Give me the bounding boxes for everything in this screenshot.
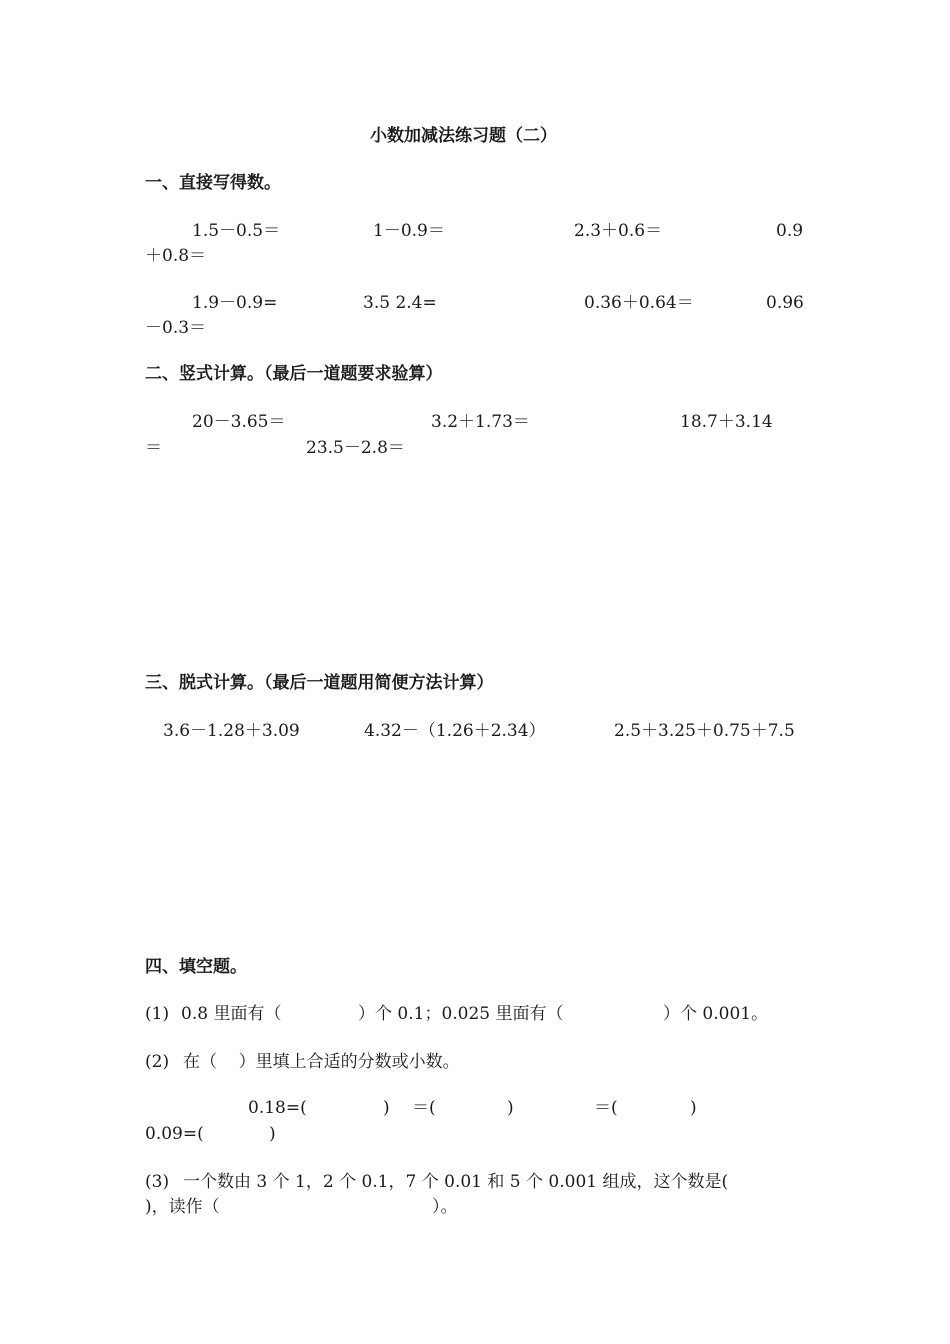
q2-row2-close: ) bbox=[269, 1124, 276, 1144]
s1-r1-item-2: 1－0.9＝ bbox=[373, 221, 445, 241]
s1-r2-item-2: 3.5 2.4= bbox=[363, 293, 437, 313]
q3-number: (3) bbox=[145, 1172, 170, 1192]
page-title: 小数加减法练习题（二） bbox=[370, 126, 557, 146]
q2-row1-f: ) bbox=[690, 1098, 697, 1118]
section1-heading: 一、直接写得数。 bbox=[145, 173, 281, 193]
s2-item-1: 20－3.65＝ bbox=[192, 412, 286, 432]
s1-r2-item-1: 1.9－0.9= bbox=[192, 293, 278, 313]
q3-text: 一个数由 3 个 1，2 个 0.1，7 个 0.01 和 5 个 0.001 组成，这个数是( bbox=[183, 1172, 729, 1192]
q2-row1-c: ＝( bbox=[412, 1098, 436, 1118]
q2-row1-b: ) bbox=[383, 1098, 390, 1118]
s2-item-2: 3.2＋1.73＝ bbox=[431, 412, 530, 432]
s1-r2-wrap: －0.3＝ bbox=[145, 318, 207, 338]
q2-text: 在（ ）里填上合适的分数或小数。 bbox=[183, 1052, 460, 1072]
q2-row2: 0.09=( bbox=[145, 1124, 204, 1144]
q2-row1-a: 0.18=( bbox=[248, 1098, 307, 1118]
s3-item-3: 2.5＋3.25＋0.75＋7.5 bbox=[614, 721, 795, 741]
s1-r1-item-4: 0.9 bbox=[776, 221, 804, 241]
q1-text-c: ）个 0.001。 bbox=[663, 1004, 769, 1024]
s2-item-3-wrap: ＝ bbox=[145, 438, 162, 458]
q1-text-a: 0.8 里面有（ bbox=[181, 1004, 282, 1024]
section4-heading: 四、填空题。 bbox=[145, 957, 247, 977]
s1-r2-item-4: 0.96 bbox=[766, 293, 804, 313]
s1-r1-item-3: 2.3＋0.6＝ bbox=[574, 221, 663, 241]
s1-r1-item-1: 1.5－0.5＝ bbox=[192, 221, 281, 241]
q1-text-b: ）个 0.1；0.025 里面有（ bbox=[358, 1004, 564, 1024]
s1-r1-wrap: ＋0.8＝ bbox=[145, 246, 207, 266]
s3-item-1: 3.6－1.28＋3.09 bbox=[163, 721, 300, 741]
q1-number: (1) bbox=[145, 1004, 170, 1024]
q3-wrap-a: )，读作（ bbox=[145, 1197, 220, 1217]
s1-r2-item-3: 0.36＋0.64＝ bbox=[584, 293, 694, 313]
s2-item-3: 18.7＋3.14 bbox=[680, 412, 773, 432]
q2-row1-e: ＝( bbox=[594, 1098, 618, 1118]
q2-row1-d: ) bbox=[507, 1098, 514, 1118]
s2-item-4: 23.5－2.8＝ bbox=[306, 438, 405, 458]
section2-heading: 二、竖式计算。（最后一道题要求验算） bbox=[145, 364, 443, 384]
section3-heading: 三、脱式计算。（最后一道题用简便方法计算） bbox=[145, 673, 494, 693]
q2-number: (2) bbox=[145, 1052, 170, 1072]
s3-item-2: 4.32－（1.26＋2.34） bbox=[364, 721, 546, 741]
q3-wrap-b: ）。 bbox=[432, 1197, 458, 1217]
